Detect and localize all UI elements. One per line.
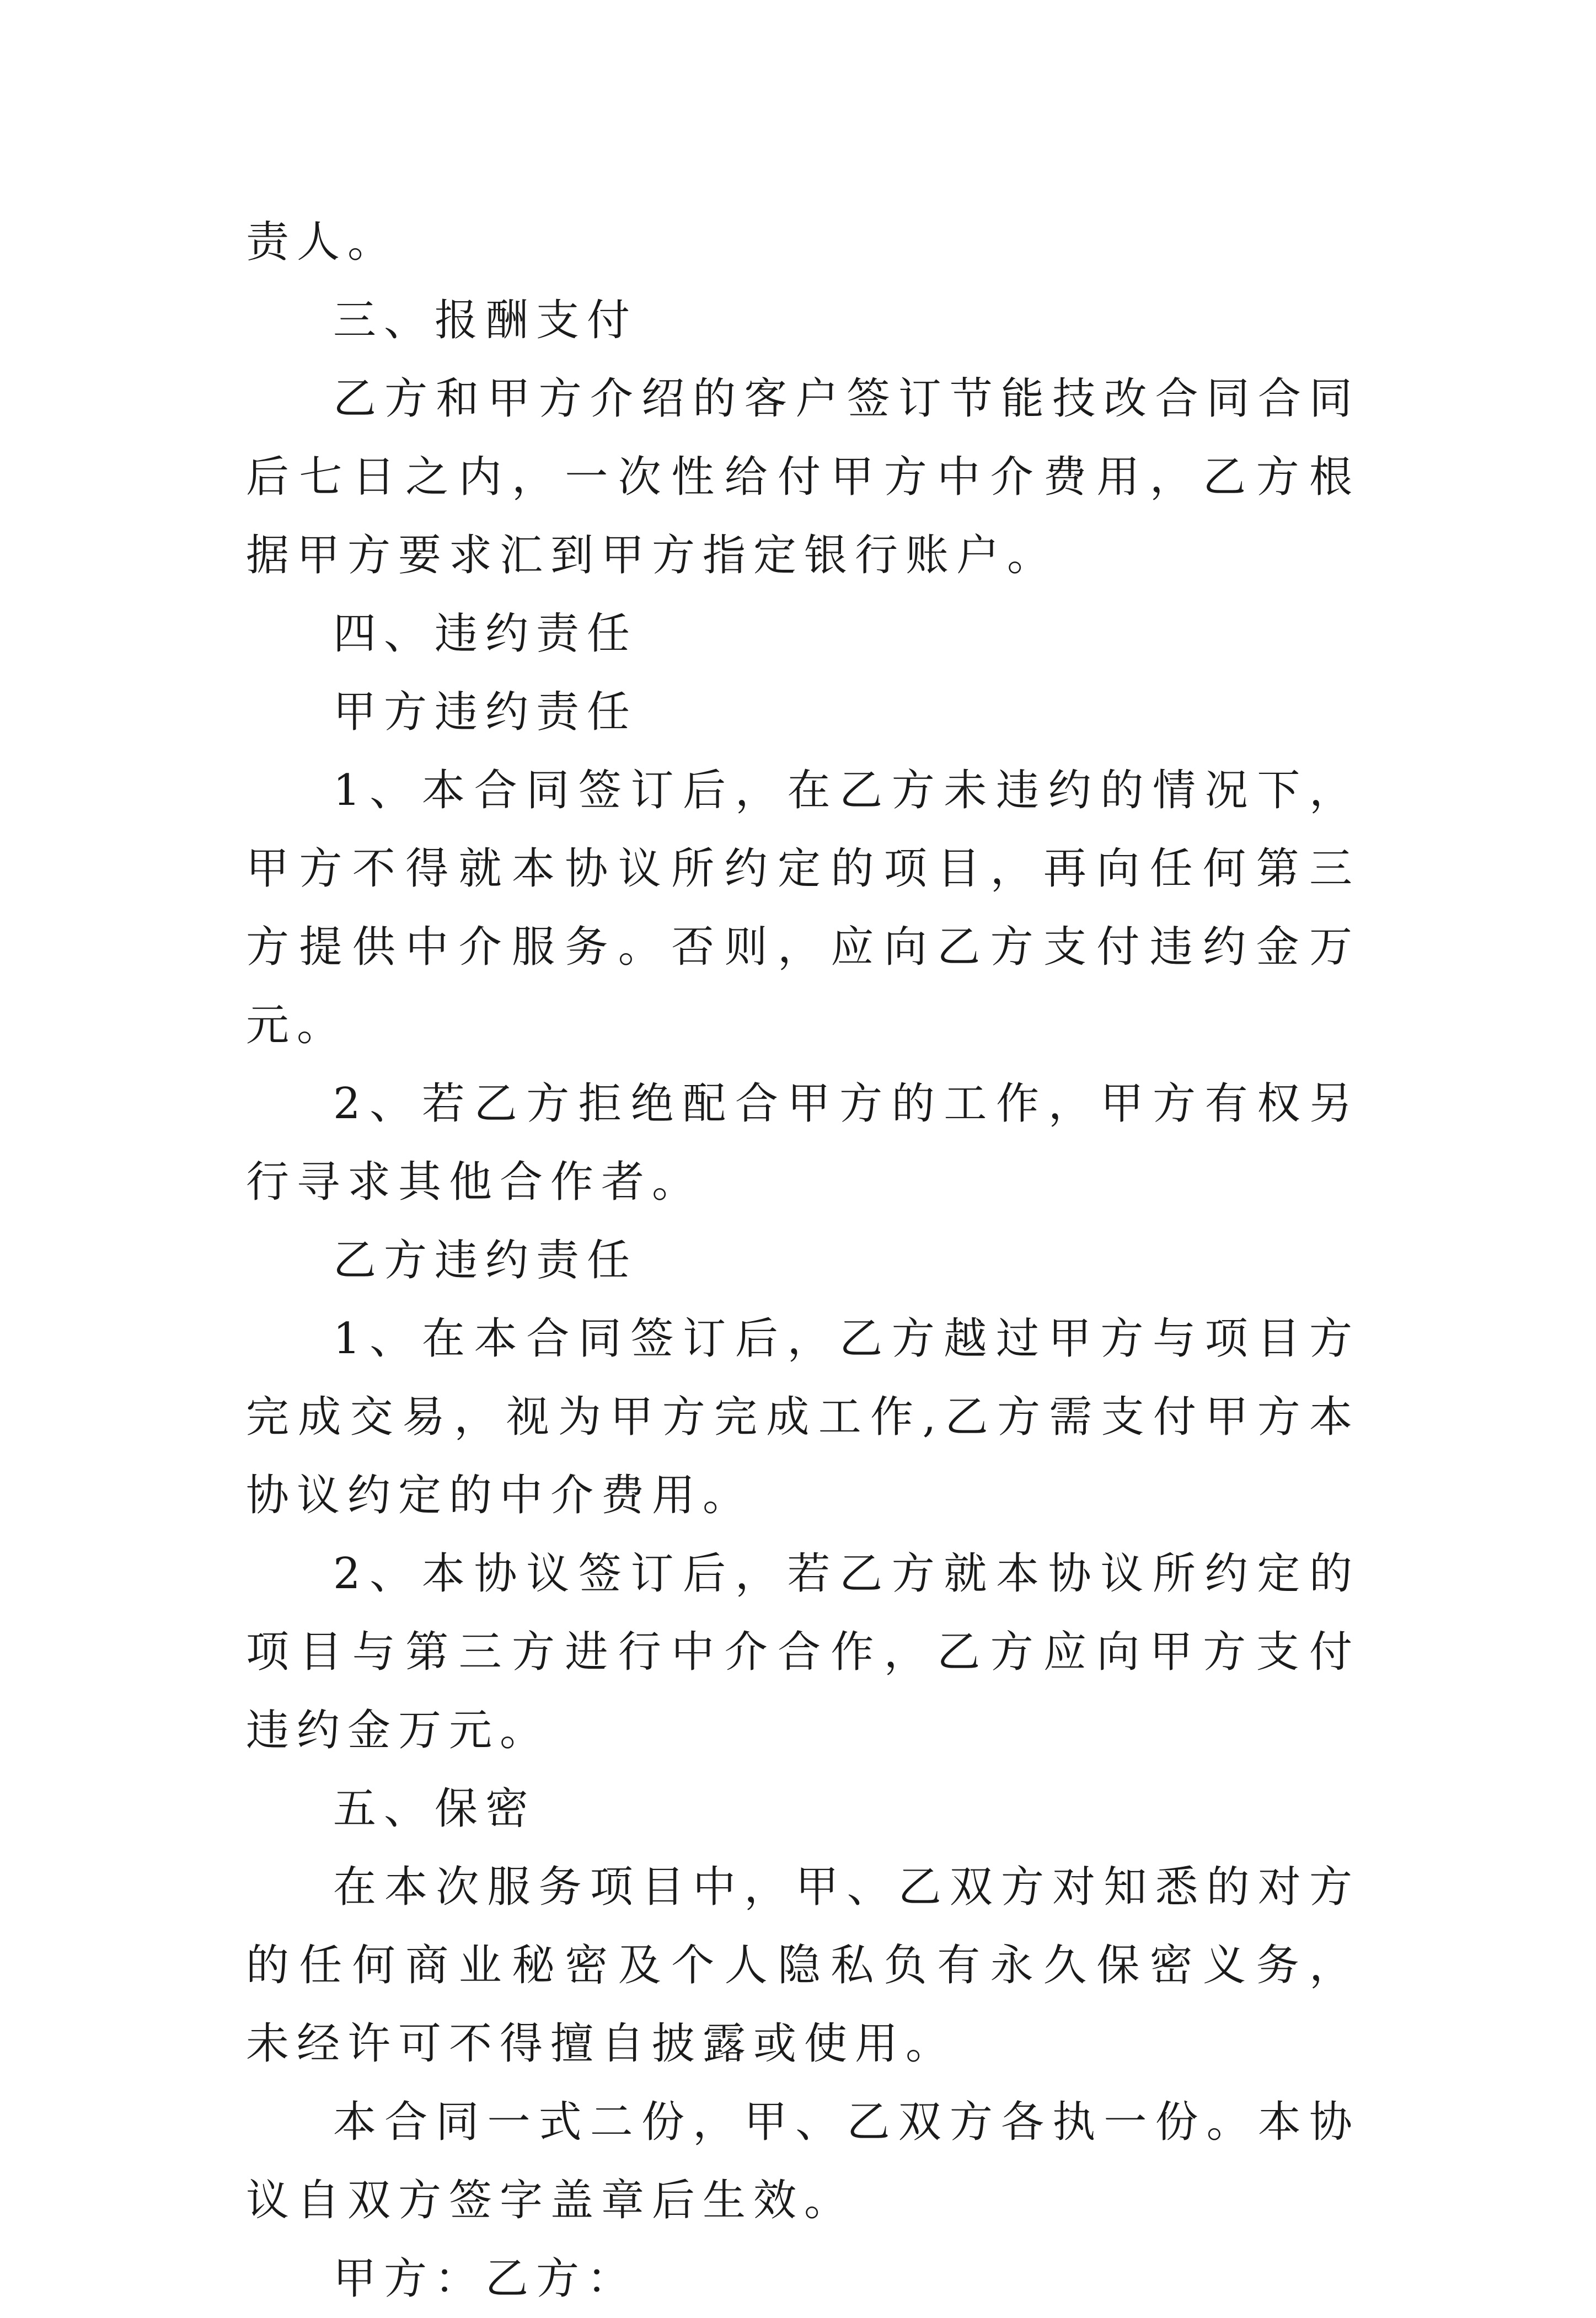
paragraph-party-b-clause-2: 2、本协议签订后，若乙方就本协议所约定的项目与第三方进行中介合作，乙方应向甲方支付违约金万元。 — [246, 1549, 1360, 1755]
paragraph-party-a-clause-1: 1、本合同签订后，在乙方未违约的情况下，甲方不得就本协议所约定的项目，再向任何第三方提供中介服务。否则，应向乙方支付违约金万元。 — [246, 766, 1360, 1050]
subheading-party-a-liability: 甲方违约责任 — [333, 687, 638, 737]
paragraph-remuneration: 乙方和甲方介绍的客户签订节能技改合同合同后七日之内，一次性给付甲方中介费用，乙方根据甲方要求汇到甲方指定银行账户。 — [246, 374, 1360, 580]
paragraph-party-a-clause-2: 2、若乙方拒绝配合甲方的工作，甲方有权另行寻求其他合作者。 — [246, 1079, 1360, 1207]
section-heading-remuneration: 三、报酬支付 — [333, 296, 638, 345]
paragraph-confidentiality: 在本次服务项目中，甲、乙双方对知悉的对方的任何商业秘密及个人隐私负有永久保密义务，未经许可不得擅自披露或使用。 — [246, 1862, 1360, 2069]
paragraph-copies-effectiveness: 本合同一式二份，甲、乙双方各执一份。本协议自双方签字盖章后生效。 — [246, 2097, 1360, 2225]
signature-line: 甲方：乙方： — [333, 2254, 638, 2304]
section-heading-liability: 四、违约责任 — [333, 609, 638, 659]
subheading-party-b-liability: 乙方违约责任 — [333, 1236, 638, 1285]
paragraph-continuation: 责人。 — [246, 217, 399, 267]
paragraph-party-b-clause-1: 1、在本合同签订后，乙方越过甲方与项目方完成交易，视为甲方完成工作,乙方需支付甲方本协议约定的中介费用。 — [246, 1314, 1360, 1520]
section-heading-confidentiality: 五、保密 — [333, 1784, 537, 1834]
document-body — [246, 203, 1360, 2318]
